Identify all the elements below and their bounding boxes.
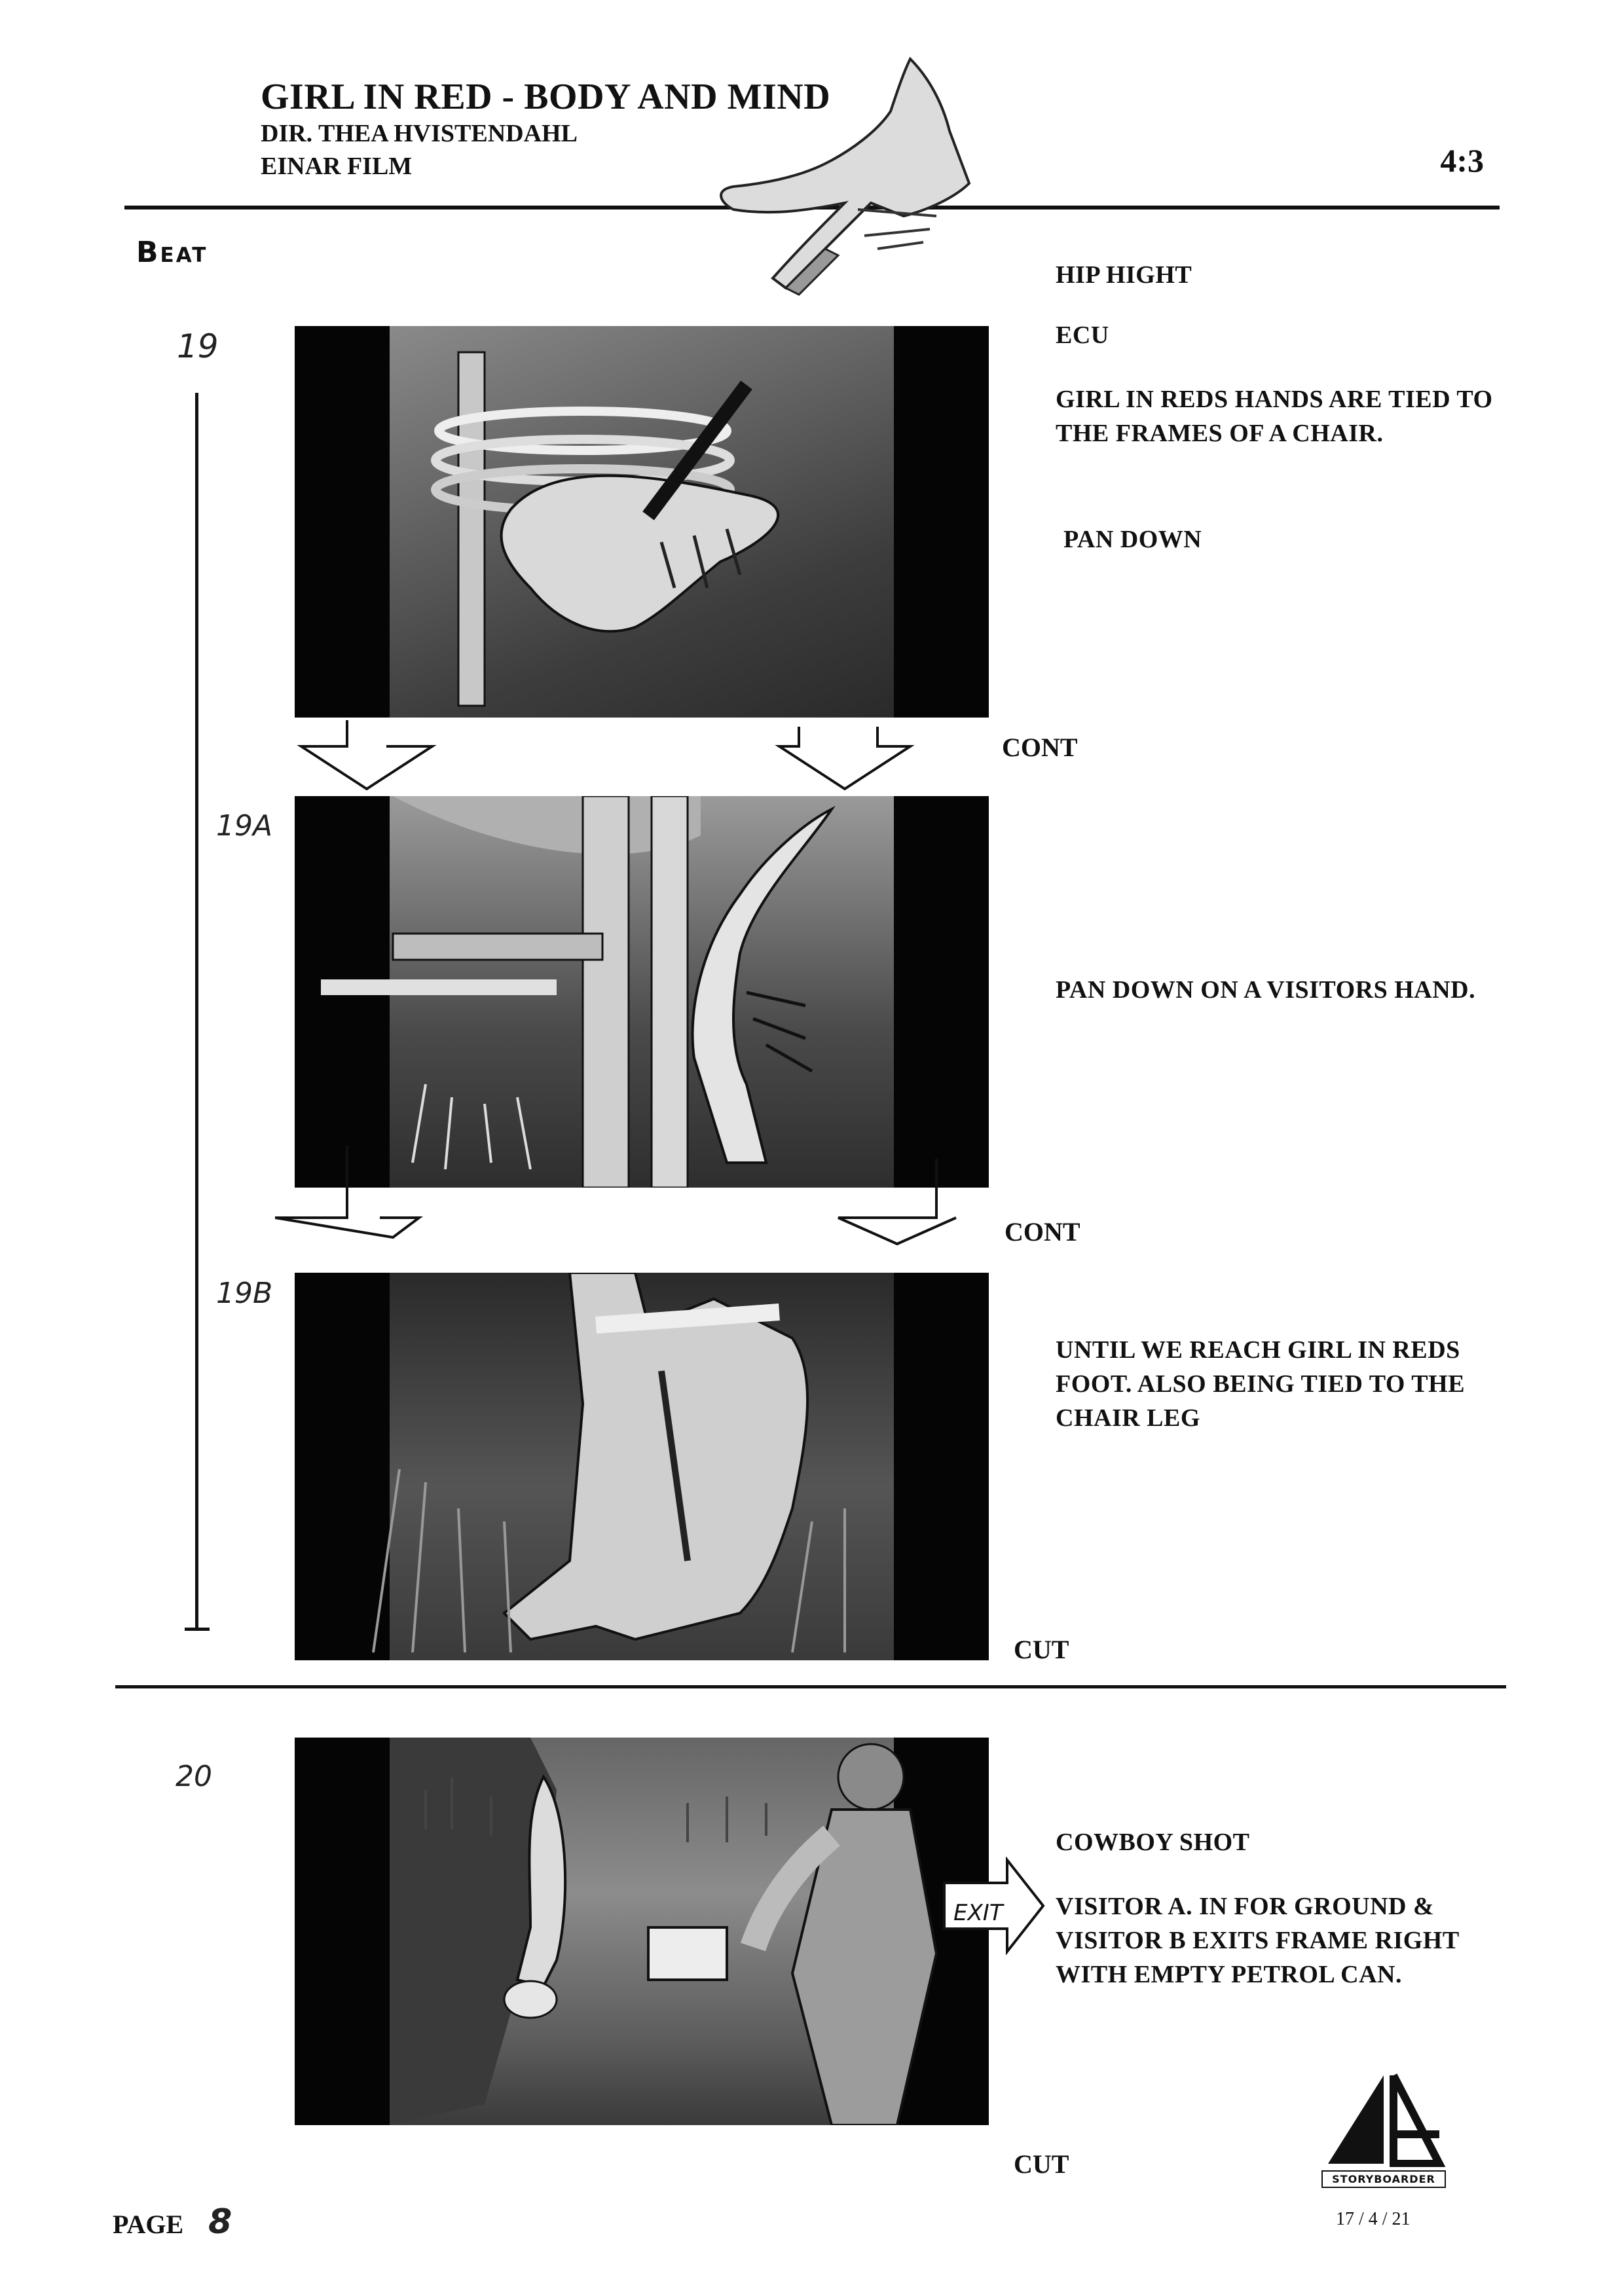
panel-19b-sketch	[295, 1273, 989, 1660]
hand-sketch-illustration	[694, 52, 1022, 301]
aspect-ratio: 4:3	[1440, 142, 1484, 179]
pan-down-arrows-1	[288, 707, 1008, 799]
beat-timeline-end	[185, 1628, 210, 1631]
page-number	[113, 2202, 232, 2242]
panel-19b	[295, 1273, 989, 1660]
panel-19	[295, 326, 989, 718]
shot-20-note-shot-size: COWBOY SHOT	[1056, 1829, 1250, 1856]
shot-number-19a: 19A	[216, 809, 273, 843]
shot-number-20: 20	[175, 1760, 212, 1793]
shot-19-note-shot-size: ECU	[1056, 321, 1109, 349]
shot-number-19b: 19B	[216, 1277, 273, 1310]
storyboarder-logo	[1321, 2069, 1446, 2188]
storyboarder-logo-text: STORYBOARDER	[1321, 2170, 1446, 2188]
beat-label: Beat	[136, 236, 208, 269]
shot-19-note-camera: PAN DOWN	[1063, 526, 1202, 553]
shot-19-note-action: GIRL IN REDS HANDS ARE TIED TO THE FRAMES OF A CHAIR.	[1056, 386, 1493, 447]
shot-20-note-action: VISITOR A. IN FOR GROUND & VISITOR B EXITS FRAME RIGHT WITH EMPTY PETROL CAN.	[1056, 1893, 1460, 1988]
pan-down-arrows-2	[275, 1139, 995, 1250]
panel-20	[295, 1738, 989, 2125]
shot-number-19: 19	[177, 327, 219, 365]
storyboarder-logo-mark	[1321, 2069, 1446, 2167]
shot-19-note-framing: HIP HIGHT	[1056, 261, 1192, 289]
beat-timeline-line	[195, 393, 198, 1630]
transition-20: CUT	[1014, 2149, 1069, 2179]
document-title: GIRL IN RED - BODY AND MIND	[261, 77, 831, 117]
panel-19a	[295, 796, 989, 1188]
director-credit: DIR. THEA HVISTENDAHL	[261, 120, 578, 147]
production-company: EINAR FILM	[261, 153, 413, 180]
panel-20-sketch	[295, 1738, 989, 2125]
scene-divider	[115, 1685, 1506, 1688]
transition-19: CONT	[1002, 733, 1078, 762]
exit-label: EXIT	[953, 1900, 1003, 1926]
board-date: 17 / 4 / 21	[1336, 2209, 1411, 2229]
transition-19a: CONT	[1005, 1217, 1080, 1247]
panel-19a-sketch	[295, 796, 989, 1188]
panel-19-sketch	[295, 326, 989, 718]
shot-19b-note-action: UNTIL WE REACH GIRL IN REDS FOOT. ALSO BEING TIED TO THE CHAIR LEG	[1056, 1336, 1466, 1432]
shot-19a-note-action: PAN DOWN ON A VISITORS HAND.	[1056, 976, 1476, 1004]
transition-19b: CUT	[1014, 1635, 1069, 1664]
page-number-value: 8	[208, 2202, 232, 2242]
page-label: PAGE	[113, 2210, 184, 2239]
